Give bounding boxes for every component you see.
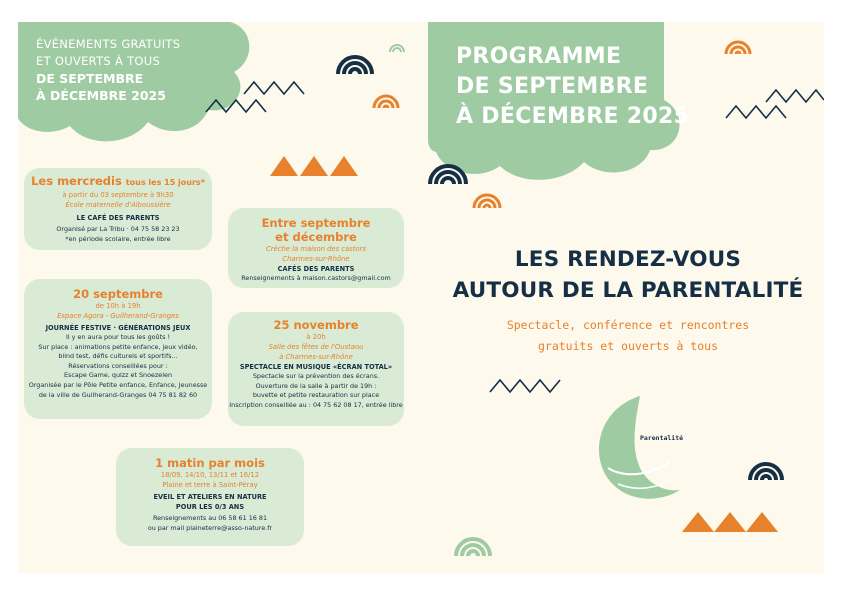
rainbow-navy-cloud [430, 166, 466, 184]
card-title: 20 septembre [73, 287, 163, 301]
card-place: Plaine et terre à Saint-Péray [162, 481, 258, 489]
zigzag-navy-1 [244, 82, 304, 94]
card-desc-4: Réservations conseillées pour : [68, 361, 168, 370]
header-left-line3: DE SEPTEMBRE [36, 71, 144, 86]
parentalite-logo-shape [599, 396, 680, 499]
card-title-line1: Entre septembre [261, 216, 371, 230]
rainbow-orange-right [474, 195, 500, 208]
rainbow-navy-bottom-right [750, 464, 782, 480]
card-title: 1 matin par mois [155, 456, 265, 470]
main-title-line1: LES RENDEZ-VOUS [514, 247, 742, 272]
card-title [24, 174, 212, 190]
card-title-main: Les mercredis [31, 174, 122, 188]
event-card-sept-dec [228, 208, 404, 288]
program-title [456, 42, 689, 132]
zigzag-navy-4 [726, 106, 786, 118]
card-info: Organisé par La Tribu · 04 75 58 23 23 [56, 225, 180, 233]
zigzag-navy-5 [490, 380, 560, 392]
zigzag-navy-3 [766, 90, 824, 102]
card-place-line1: Crèche la maison des castors [266, 245, 366, 253]
subtitle-line1: Spectacle, conférence et rencontres [506, 318, 750, 332]
card-event-name-2: POUR LES 0/3 ANS [175, 503, 245, 511]
program-title-line2: DE SEPTEMBRE [456, 74, 649, 99]
program-title-line1: PROGRAMME [456, 44, 622, 69]
card-note: *en période scolaire, entrée libre [65, 234, 171, 243]
header-left-text [36, 36, 180, 104]
triangles-orange-bottom [682, 512, 778, 532]
rainbow-green-bottom [456, 539, 490, 556]
rainbow-green-small [390, 45, 404, 52]
card-desc-1: Spectacle sur la prévention des écrans. [252, 372, 380, 380]
card-place: École maternelle d'Alboussière [65, 201, 171, 209]
event-card-20-septembre [24, 279, 212, 419]
logo-label: Parentalité [640, 434, 684, 442]
card-dates: 18/09, 14/10, 13/11 et 16/12 [160, 471, 260, 479]
card-title: 25 novembre [273, 318, 359, 332]
card-title-suffix: tous les 15 jours* [125, 178, 205, 187]
rainbow-orange-mid [374, 96, 398, 108]
event-card-monthly [116, 448, 304, 546]
card-desc-2: Sur place : animations petite enfance, jeux vidéo, [38, 342, 198, 351]
card-place-line2: à Charmes-sur-Rhône [279, 353, 353, 361]
rainbow-orange-top-right [726, 42, 750, 54]
card-info-2: ou par mail plaineterre@asso-nature.fr [147, 523, 273, 532]
header-left-line4: À DÉCEMBRE 2025 [36, 88, 166, 103]
event-card-25-novembre [228, 312, 404, 426]
triangles-orange-top [270, 156, 358, 176]
card-title-line2: et décembre [275, 230, 357, 244]
subtitle-line2: gratuits et ouverts à tous [537, 339, 718, 353]
card-desc-1: Il y en aura pour tous les goûts ! [65, 333, 171, 341]
card-event-name-1: EVEIL ET ATELIERS EN NATURE [153, 493, 267, 501]
card-event-name: SPECTACLE EN MUSIQUE «ÉCRAN TOTAL» [239, 363, 393, 371]
card-time: de 10h à 19h [95, 302, 141, 310]
rainbow-navy-top [338, 57, 372, 74]
card-desc-6: Organisée par le Pôle Petite enfance, Enfance, Jeunesse [28, 380, 208, 389]
program-title-line3: À DÉCEMBRE 2025 [456, 104, 690, 129]
card-info-1: Renseignements au 06 58 61 16 81 [152, 514, 268, 522]
card-desc-3: buvette et petite restauration sur place [252, 391, 380, 400]
card-place: Espace Agora - Guilherand-Granges [57, 312, 179, 320]
event-card-mercredis [24, 168, 212, 250]
header-left-line1: ÉVÉNEMENTS GRATUITS [36, 37, 181, 51]
brochure-page [18, 22, 824, 573]
card-place-line2: Charmes-sur-Rhône [282, 255, 350, 263]
card-event-name: LE CAFÉ DES PARENTS [76, 214, 160, 222]
card-date: à partir du 03 septembre à 9h30 [62, 191, 174, 199]
card-info: Renseignements à maison.castors@gmail.com [241, 274, 391, 282]
card-desc-5: Escape Game, quizz et Snoezelen [64, 371, 172, 380]
card-event-name: JOURNÉE FESTIVE · GÉNÉRATIONS JEUX [45, 324, 191, 332]
card-event-name: CAFÉS DES PARENTS [277, 265, 355, 273]
header-left-line2: ET OUVERTS À TOUS [36, 54, 161, 68]
card-time: à 20h [306, 333, 326, 341]
main-title [418, 244, 824, 306]
subtitle [458, 315, 798, 357]
main-title-line2: AUTOUR DE LA PARENTALITÉ [452, 278, 804, 303]
card-desc-7: de la ville de Guilherand-Granges 04 75 81 82 60 [38, 390, 198, 399]
card-desc-2: Ouverture de la salle à partir de 19h : [255, 381, 377, 390]
card-desc-3: blind test, défis culturels et sportifs... [58, 352, 178, 361]
card-place-line1: Salle des fêtes de l'Oustaou [268, 343, 364, 351]
card-desc-4: Inscription conseillée au : 04 75 62 08 17, entrée libre [229, 400, 403, 409]
